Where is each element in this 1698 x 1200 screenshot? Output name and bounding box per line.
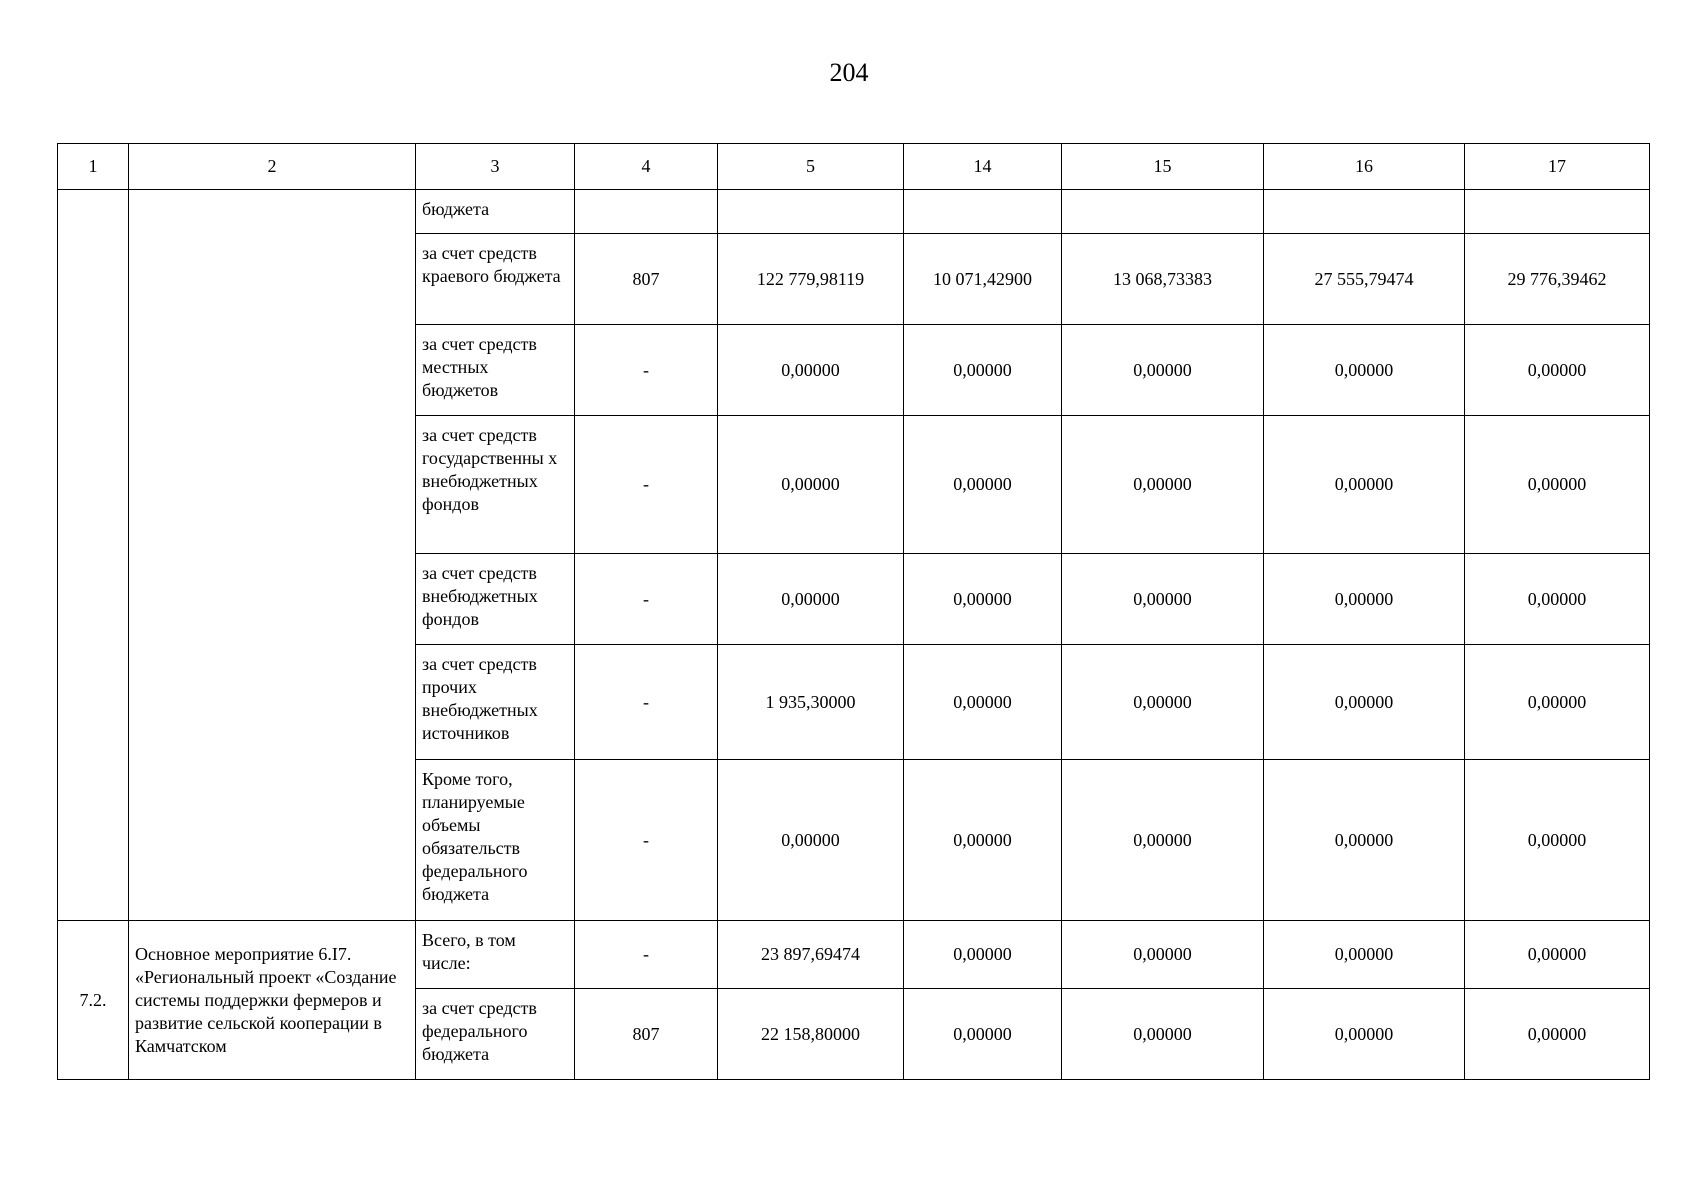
table-row <box>58 190 1650 234</box>
code-cell: - <box>575 760 718 921</box>
value-cell: 0,00000 <box>1465 921 1650 989</box>
table-row <box>58 921 1650 989</box>
value-cell: 0,00000 <box>1264 645 1465 760</box>
value-cell: 10 071,42900 <box>904 234 1062 325</box>
code-cell: - <box>575 921 718 989</box>
value-cell: 0,00000 <box>718 325 904 416</box>
measure-name-cell <box>129 190 416 921</box>
value-cell: 0,00000 <box>718 760 904 921</box>
row-number-cell: 7.2. <box>58 921 129 1080</box>
value-cell: 0,00000 <box>904 760 1062 921</box>
value-cell: 0,00000 <box>1062 921 1264 989</box>
page-number: 204 <box>829 58 869 87</box>
value-cell: 0,00000 <box>718 416 904 554</box>
value-cell: 0,00000 <box>1465 989 1650 1080</box>
value-cell: 122 779,98119 <box>718 234 904 325</box>
value-cell: 0,00000 <box>1062 554 1264 645</box>
header-cell: 15 <box>1062 144 1264 190</box>
code-cell: - <box>575 554 718 645</box>
value-cell: 0,00000 <box>1465 760 1650 921</box>
code-cell: 807 <box>575 989 718 1080</box>
code-cell: - <box>575 416 718 554</box>
value-cell: 0,00000 <box>1264 325 1465 416</box>
value-cell <box>904 190 1062 234</box>
row-number-cell <box>58 190 129 921</box>
code-cell: - <box>575 645 718 760</box>
code-cell: 807 <box>575 234 718 325</box>
value-cell: 0,00000 <box>1264 554 1465 645</box>
header-cell: 14 <box>904 144 1062 190</box>
header-cell: 4 <box>575 144 718 190</box>
budget-table <box>57 143 1650 1080</box>
value-cell: 0,00000 <box>904 416 1062 554</box>
value-cell: 0,00000 <box>1062 325 1264 416</box>
funding-source: Кроме того, планируемые объемы обязательств федерального бюджета <box>416 760 575 921</box>
value-cell <box>1264 190 1465 234</box>
value-cell: 0,00000 <box>1062 760 1264 921</box>
header-cell: 17 <box>1465 144 1650 190</box>
value-cell <box>1465 190 1650 234</box>
value-cell: 0,00000 <box>1465 416 1650 554</box>
value-cell: 1 935,30000 <box>718 645 904 760</box>
value-cell <box>1062 190 1264 234</box>
value-cell: 0,00000 <box>904 645 1062 760</box>
value-cell: 0,00000 <box>1264 760 1465 921</box>
value-cell: 0,00000 <box>1062 645 1264 760</box>
value-cell: 22 158,80000 <box>718 989 904 1080</box>
value-cell: 0,00000 <box>718 554 904 645</box>
funding-source: Всего, в том числе: <box>416 921 575 989</box>
value-cell: 0,00000 <box>1264 921 1465 989</box>
value-cell: 13 068,73383 <box>1062 234 1264 325</box>
funding-source: бюджета <box>416 190 575 234</box>
value-cell <box>718 190 904 234</box>
value-cell: 0,00000 <box>1062 416 1264 554</box>
header-row <box>58 144 1650 190</box>
value-cell: 27 555,79474 <box>1264 234 1465 325</box>
value-cell: 0,00000 <box>1264 989 1465 1080</box>
value-cell: 0,00000 <box>1465 645 1650 760</box>
value-cell: 0,00000 <box>904 989 1062 1080</box>
header-cell: 3 <box>416 144 575 190</box>
value-cell: 0,00000 <box>904 554 1062 645</box>
code-cell: - <box>575 325 718 416</box>
value-cell: 0,00000 <box>1465 554 1650 645</box>
value-cell: 0,00000 <box>904 921 1062 989</box>
value-cell: 0,00000 <box>1264 416 1465 554</box>
funding-source: за счет средств краевого бюджета <box>416 234 575 325</box>
code-cell <box>575 190 718 234</box>
funding-source: за счет средств федерального бюджета <box>416 989 575 1080</box>
measure-name-cell: Основное мероприятие 6.I7. «Региональный проект «Создание системы поддержки фермеров и развитие сельской кооперации в Камчатском <box>129 921 416 1080</box>
funding-source: за счет средств прочих внебюджетных источников <box>416 645 575 760</box>
header-cell: 1 <box>58 144 129 190</box>
value-cell: 0,00000 <box>1062 989 1264 1080</box>
header-cell: 5 <box>718 144 904 190</box>
funding-source: за счет средств местных бюджетов <box>416 325 575 416</box>
funding-source: за счет средств внебюджетных фондов <box>416 554 575 645</box>
header-cell: 16 <box>1264 144 1465 190</box>
value-cell: 29 776,39462 <box>1465 234 1650 325</box>
header-cell: 2 <box>129 144 416 190</box>
value-cell: 0,00000 <box>1465 325 1650 416</box>
funding-source: за счет средств государственны х внебюджетных фондов <box>416 416 575 554</box>
value-cell: 0,00000 <box>904 325 1062 416</box>
value-cell: 23 897,69474 <box>718 921 904 989</box>
